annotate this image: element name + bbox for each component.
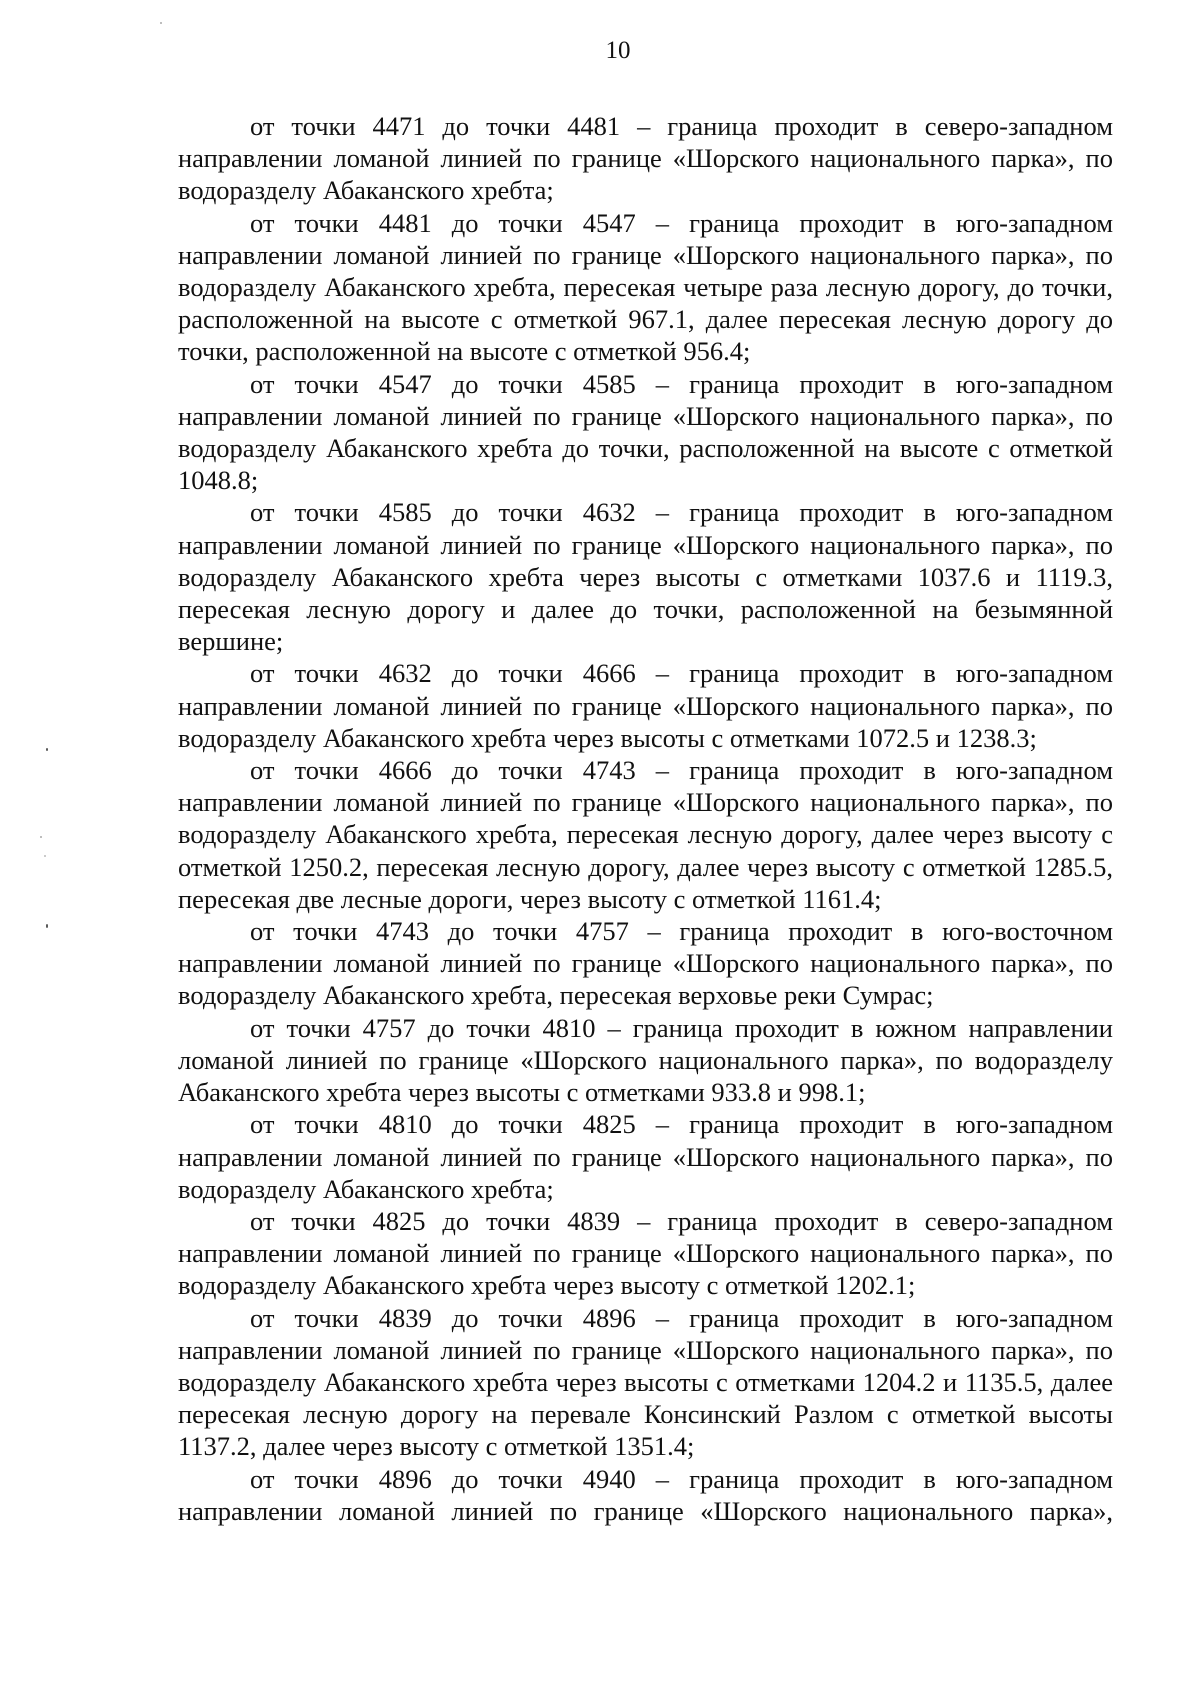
scan-speck — [40, 836, 42, 838]
boundary-paragraph: от точки 4481 до точки 4547 – граница проходит в юго-западном направлении ломаной линией по границе «Шорского национального парка», по водоразделу Абаканского хребта, пересекая четыре раза лесную дорогу, до точки, расположенной на высоте с отметкой 967.1, далее пересекая лесную дорогу до точки, расположенной на высоте с отметкой 956.4; — [178, 207, 1113, 367]
boundary-paragraph-continued: от точки 4896 до точки 4940 – граница проходит в юго-западном направлении ломаной линией по границе «Шорского национального парка», — [178, 1463, 1113, 1526]
boundary-paragraph: от точки 4666 до точки 4743 – граница проходит в юго-западном направлении ломаной линией по границе «Шорского национального парка», по водоразделу Абаканского хребта, пересекая лесную дорогу, далее через высоту с отметкой 1250.2, пересекая лесную дорогу, далее через высоту с отметкой 1285.5, пересекая две лесные дороги, через высоту с отметкой 1161.4; — [178, 755, 1113, 914]
boundary-paragraph: от точки 4585 до точки 4632 – граница проходит в юго-западном направлении ломаной линией по границе «Шорского национального парка», по водоразделу Абаканского хребта через высоты с отметками 1037.6 и 1119.3, пересекая лесную дорогу и далее до точки, расположенной на безымянной вершине; — [178, 497, 1113, 657]
page-number: 10 — [605, 37, 631, 64]
boundary-paragraph: от точки 4757 до точки 4810 – граница проходит в южном направлении ломаной линией по границе «Шорского национального парка», по водоразделу Абаканского хребта через высоты с отметками 933.8 и 998.1; — [178, 1012, 1113, 1108]
scan-speck — [160, 22, 162, 24]
scan-speck — [46, 748, 48, 751]
boundary-paragraph: от точки 4471 до точки 4481 – граница проходит в северо-западном направлении ломаной линией по границе «Шорского национального парка», по водоразделу Абаканского хребта; — [178, 111, 1113, 206]
scan-speck — [44, 855, 46, 857]
boundary-paragraph: от точки 4547 до точки 4585 – граница проходит в юго-западном направлении ломаной линией по границе «Шорского национального парка», по водоразделу Абаканского хребта до точки, расположенной на высоте с отметкой 1048.8; — [178, 368, 1113, 496]
boundary-paragraph: от точки 4632 до точки 4666 – граница проходит в юго-западном направлении ломаной линией по границе «Шорского национального парка», по водоразделу Абаканского хребта через высоты с отметками 1072.5 и 1238.3; — [178, 658, 1113, 753]
boundary-paragraph: от точки 4810 до точки 4825 – граница проходит в юго-западном направлении ломаной линией по границе «Шорского национального парка», по водоразделу Абаканского хребта; — [178, 1109, 1113, 1204]
boundary-paragraph: от точки 4839 до точки 4896 – граница проходит в юго-западном направлении ломаной линией по границе «Шорского национального парка», по водоразделу Абаканского хребта через высоты с отметками 1204.2 и 1135.5, далее пересекая лесную дорогу на перевале Консинский Разлом с отметкой высоты 1137.2, далее через высоту с отметкой 1351.4; — [178, 1302, 1113, 1462]
boundary-paragraph: от точки 4743 до точки 4757 – граница проходит в юго-восточном направлении ломаной линией по границе «Шорского национального парка», по водоразделу Абаканского хребта, пересекая верховье реки Сумрас; — [178, 916, 1113, 1011]
scan-speck — [46, 924, 48, 928]
boundary-paragraph: от точки 4825 до точки 4839 – граница проходит в северо-западном направлении ломаной линией по границе «Шорского национального парка», по водоразделу Абаканского хребта через высоту с отметкой 1202.1; — [178, 1205, 1113, 1301]
document-body — [178, 110, 1113, 1527]
